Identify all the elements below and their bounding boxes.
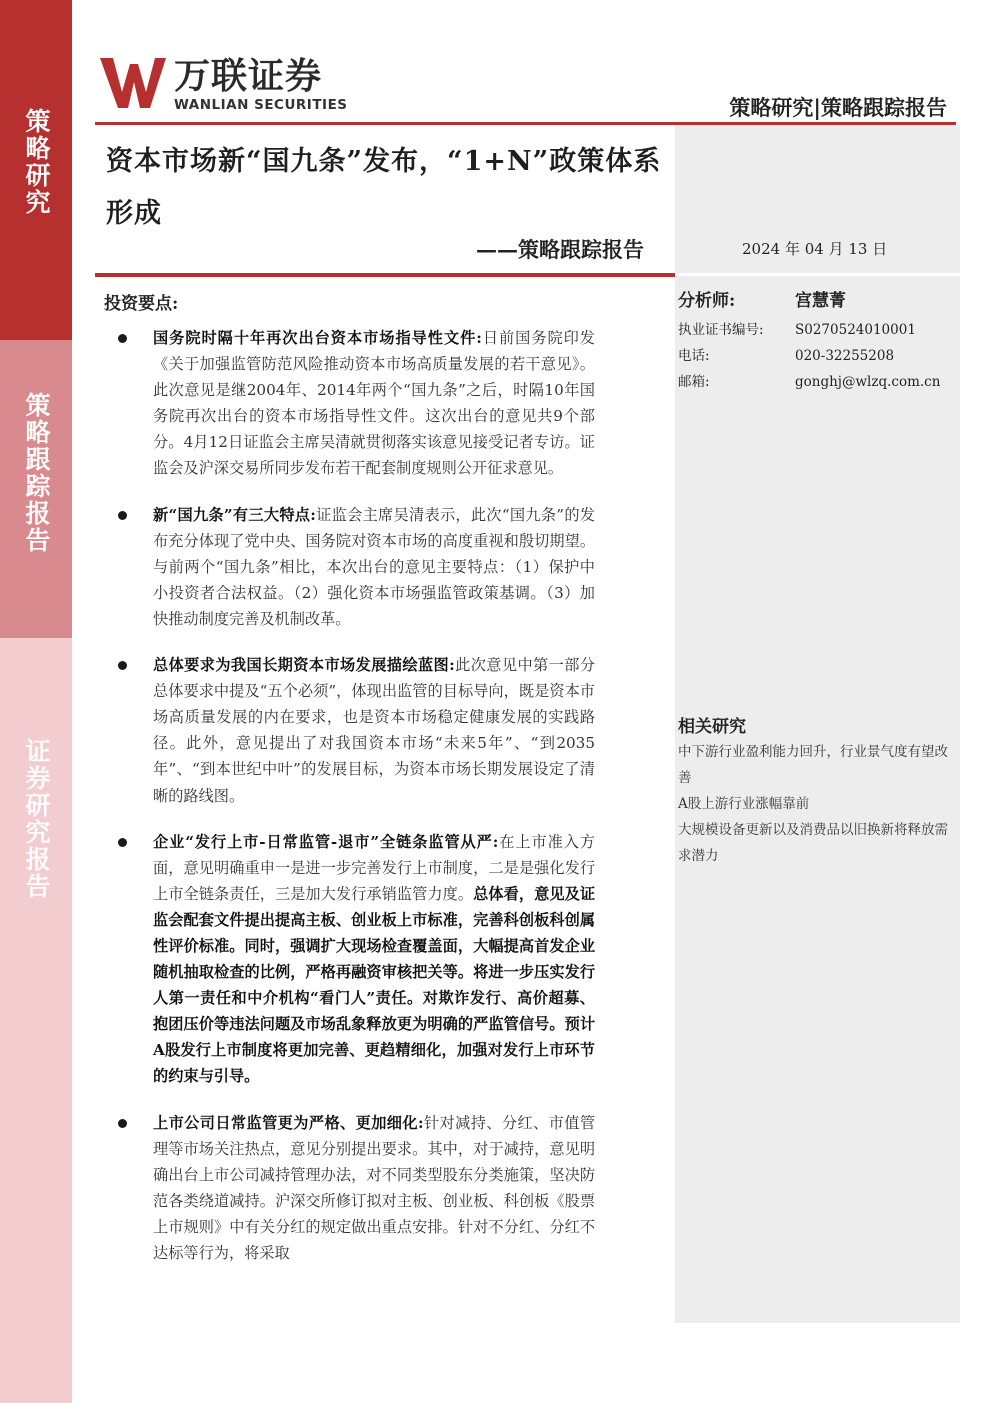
highlights-list: [110, 325, 595, 1286]
license-number: S0270524010001: [795, 322, 916, 338]
highlight-item: [110, 1110, 595, 1267]
bullet-dot-icon: [118, 511, 127, 520]
left-sidebar: [0, 0, 72, 1403]
highlight-item: [110, 829, 595, 1090]
title-divider: [95, 273, 675, 277]
sidebar-block-strategy: [0, 0, 72, 340]
highlight-lead: 企业“发行上市-日常监管-退市”全链条监管从严:: [153, 832, 499, 851]
phone-label: 电话:: [678, 348, 710, 364]
highlight-text: 在上市准入方面，意见明确重申一是进一步完善发行上市制度，二是是强化发行上市全链条责任，三是加大发行承销监管力度。: [153, 832, 596, 903]
highlight-lead: 国务院时隔十年再次出台资本市场指导性文件:: [153, 329, 482, 347]
report-type-label: 策略研究|策略跟踪报告: [729, 95, 947, 120]
highlight-text: 日前国务院印发《关于加强监管防范风险推动资本市场高质量发展的若干意见》。此次意见是继2004年、2014年两个“国九条”之后，时隔10年国务院再次出台的资本市场指导性文件。这次出台的意见共9个部分。4月12日证监会主席吴清就贯彻落实该意见接受记者专访。证监会及沪深交易所同步发布若干配套制度规则公开征求意见。: [153, 329, 595, 478]
report-subtitle: ——策略跟踪报告: [476, 237, 644, 262]
bullet-dot-icon: [118, 334, 127, 343]
investment-highlights-heading: 投资要点:: [104, 294, 179, 314]
right-panel-gap: [675, 273, 960, 276]
report-title: 资本市场新“国九条”发布，“1+N”政策体系形成: [106, 146, 662, 229]
highlight-item: [110, 502, 595, 632]
highlight-emphasis: 总体看，意见及证监会配套文件提出提高主板、创业板上市标准，完善科创板科创属性评价标准。同时，强调扩大现场检查覆盖面，大幅提高首发企业随机抽取检查的比例，严格再融资审核把关等。将进一步压实发行人第一责任和中介机构“看门人”责任。对欺诈发行、高价超募、抱团压价等违法问题及市场乱象释放更为明确的严监管信号。预计A股发行上市制度将更加完善、更趋精细化，加强对发行上市环节的约束与引导。: [153, 884, 596, 1086]
highlight-lead: 新“国九条”有三大特点:: [153, 505, 316, 524]
highlight-item: [110, 325, 595, 482]
email-label: 邮箱:: [678, 374, 710, 390]
phone-number: 020-32255208: [795, 348, 895, 364]
analyst-name: 宫慧菁: [795, 291, 846, 311]
logo-english-name: WANLIAN SECURITIES: [174, 97, 348, 113]
highlight-lead: 上市公司日常监管更为严格、更加细化:: [153, 1113, 424, 1132]
logo-chinese-name: 万联证券: [174, 56, 323, 97]
highlight-lead: 总体要求为我国长期资本市场发展描绘蓝图:: [153, 656, 455, 675]
analyst-info: [678, 287, 948, 395]
bullet-dot-icon: [118, 838, 127, 847]
related-research: [678, 712, 960, 869]
analyst-role-label: 分析师:: [678, 291, 736, 311]
wanlian-w-logo-icon: [100, 58, 166, 108]
highlight-text: 此次意见中第一部分总体要求中提及“五个必须”，体现出监管的目标导向，既是资本市场高质量发展的内在要求，也是资本市场稳定健康发展的实践路径。此外，意见提出了对我国资本市场“未来5年”、“到2035年”、“到本世纪中叶”的发展目标，为资本市场长期发展设定了清晰的路线图。: [153, 656, 596, 805]
company-logo: [100, 58, 348, 113]
sidebar-label-tracking: 策略跟踪报告: [22, 392, 51, 554]
sidebar-label-strategy: 策略研究: [22, 108, 51, 216]
sidebar-block-tracking: [0, 340, 72, 638]
sidebar-block-securities: [0, 638, 72, 1403]
license-label: 执业证书编号:: [678, 322, 764, 338]
bullet-dot-icon: [118, 661, 127, 670]
related-research-heading: 相关研究: [678, 717, 746, 737]
report-date: 2024 年 04 月 13 日: [742, 240, 888, 258]
sidebar-label-securities: 证券研究报告: [22, 738, 51, 900]
highlight-text: 证监会主席吴清表示，此次“国九条”的发布充分体现了党中央、国务院对资本市场的高度重视和殷切期望。与前两个“国九条”相比，本次出台的意见主要特点：（1）保护中小投资者合法权益。（2）强化资本市场强监管政策基调。（3）加快推动制度完善及机制改革。: [153, 505, 596, 628]
highlight-text: 针对减持、分红、市值管理等市场关注热点，意见分别提出要求。其中，对于减持，意见明确出台上市公司减持管理办法，对不同类型股东分类施策，坚决防范各类绕道减持。沪深交所修订拟对主板、创业板、科创板《股票上市规则》中有关分红的规定做出重点安排。针对不分红、分红不达标等行为，将采取: [153, 1113, 596, 1262]
related-research-item[interactable]: 中下游行业盈利能力回升，行业景气度有望改善: [678, 744, 948, 786]
highlight-item: [110, 652, 595, 809]
bullet-dot-icon: [118, 1119, 127, 1128]
related-research-item[interactable]: 大规模设备更新以及消费品以旧换新将释放需求潜力: [678, 822, 948, 864]
email-address[interactable]: gonghj@wlzq.com.cn: [795, 374, 941, 390]
related-research-item[interactable]: A股上游行业涨幅靠前: [678, 796, 810, 812]
